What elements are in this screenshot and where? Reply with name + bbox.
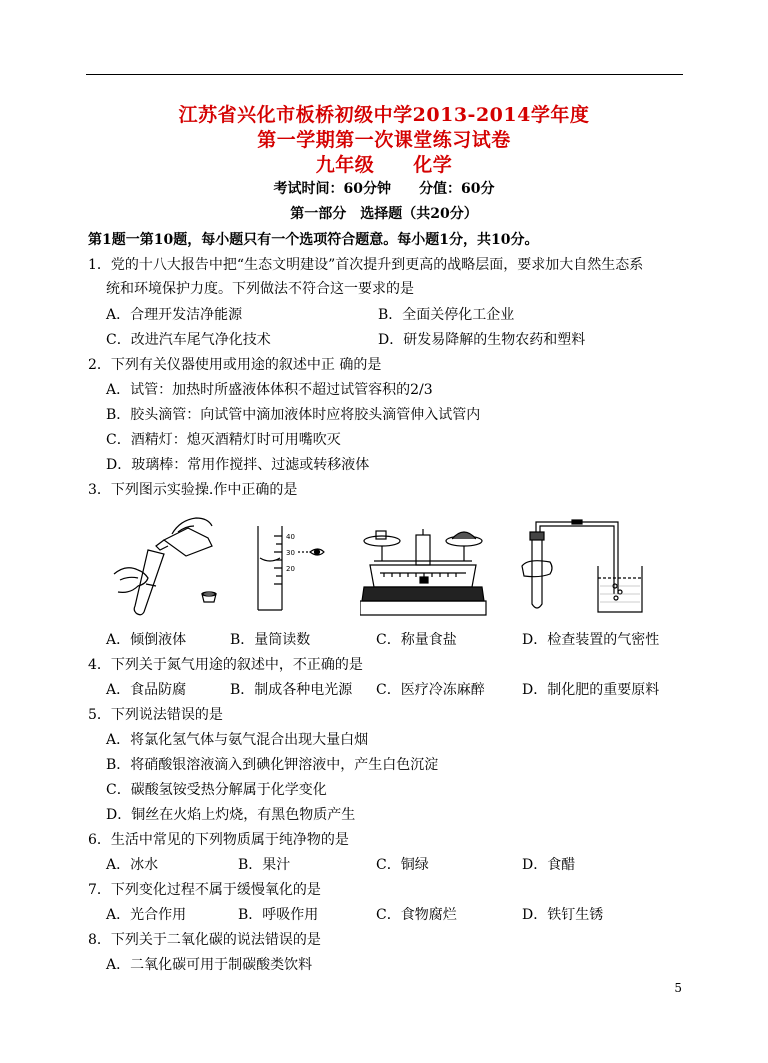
q5-option-b: B．将硝酸银溶液滴入到碘化钾溶液中，产生白色沉淀	[106, 757, 439, 773]
q1-stem-line1: 1．党的十八大报告中把“生态文明建设”首次提升到更高的战略层面，要求加大自然生态系	[88, 257, 644, 273]
tick-20: 20	[286, 565, 295, 573]
q6-option-c: C．铜绿	[376, 857, 429, 873]
q2-stem: 2．下列有关仪器使用或用途的叙述中正 确的是	[88, 357, 382, 373]
tick-40: 40	[286, 533, 295, 541]
q6-option-b: B．果汁	[238, 857, 291, 873]
q7-option-c: C．食物腐烂	[376, 907, 457, 923]
q7-option-b: B．呼吸作用	[238, 907, 319, 923]
q6-option-d: D．食醋	[522, 857, 576, 873]
q2-option-c: C．酒精灯：熄灭酒精灯时可用嘴吹灭	[106, 432, 341, 448]
exam-info: 考试时间：60分钟 分值：60分	[273, 181, 495, 197]
airtightness-check-figure	[520, 516, 660, 620]
q4-stem: 4．下列关于氮气用途的叙述中，不正确的是	[88, 657, 363, 673]
q4-option-c: C．医疗冷冻麻醉	[376, 682, 485, 698]
tick-30: 30	[286, 549, 295, 557]
q3-stem: 3．下列图示实验操.作中正确的是	[88, 482, 298, 498]
q6-option-a: A．冰水	[106, 857, 159, 873]
q1-stem-line2: 统和环境保护力度。下列做法不符合这一要求的是	[106, 281, 414, 297]
q2-option-a: A．试管：加热时所盛液体体积不超过试管容积的2/3	[106, 382, 433, 398]
q1-option-a: A．合理开发洁净能源	[106, 307, 243, 323]
cylinder-reading-figure	[252, 522, 342, 614]
header-rule	[86, 74, 683, 75]
part-heading: 第一部分 选择题（共20分）	[290, 206, 478, 222]
title-term: 第一学期第一次课堂练习试卷	[257, 129, 511, 151]
q8-stem: 8．下列关于二氧化碳的说法错误的是	[88, 932, 321, 948]
q4-option-d: D．制化肥的重要原料	[522, 682, 660, 698]
balance-weighing-figure	[360, 525, 488, 621]
q6-stem: 6．生活中常见的下列物质属于纯净物的是	[88, 832, 349, 848]
q1-option-d: D．研发易降解的生物农药和塑料	[378, 332, 586, 348]
q5-option-c: C．碳酸氢铵受热分解属于化学变化	[106, 782, 327, 798]
q5-option-a: A．将氯化氢气体与氨气混合出现大量白烟	[106, 732, 369, 748]
q4-option-a: A．食品防腐	[106, 682, 187, 698]
title-grade-subject: 九年级 化学	[315, 154, 453, 176]
q2-option-d: D．玻璃棒：常用作搅拌、过滤或转移液体	[106, 457, 370, 473]
title-school: 江苏省兴化市板桥初级中学2013-2014学年度	[178, 104, 590, 126]
page-number: 5	[674, 981, 682, 995]
q7-stem: 7．下列变化过程不属于缓慢氧化的是	[88, 882, 321, 898]
q3-option-c: C．称量食盐	[376, 632, 457, 648]
q1-option-c: C．改进汽车尾气净化技术	[106, 332, 271, 348]
q5-option-d: D．铜丝在火焰上灼烧，有黑色物质产生	[106, 807, 356, 823]
q1-option-b: B．全面关停化工企业	[378, 307, 515, 323]
q5-stem: 5．下列说法错误的是	[88, 707, 223, 723]
pouring-liquid-figure	[108, 512, 224, 616]
q7-option-a: A．光合作用	[106, 907, 187, 923]
q3-option-d: D．检查装置的气密性	[522, 632, 660, 648]
q4-option-b: B．制成各种电光源	[230, 682, 353, 698]
q2-option-b: B．胶头滴管：向试管中滴加液体时应将胶头滴管伸入试管内	[106, 407, 481, 423]
q3-option-b: B．量筒读数	[230, 632, 311, 648]
instruction: 第1题一第10题，每小题只有一个选项符合题意。每小题1分，共10分。	[88, 232, 539, 248]
q7-option-d: D．铁钉生锈	[522, 907, 604, 923]
q3-option-a: A．倾倒液体	[106, 632, 187, 648]
q8-option-a: A．二氧化碳可用于制碳酸类饮料	[106, 957, 313, 973]
